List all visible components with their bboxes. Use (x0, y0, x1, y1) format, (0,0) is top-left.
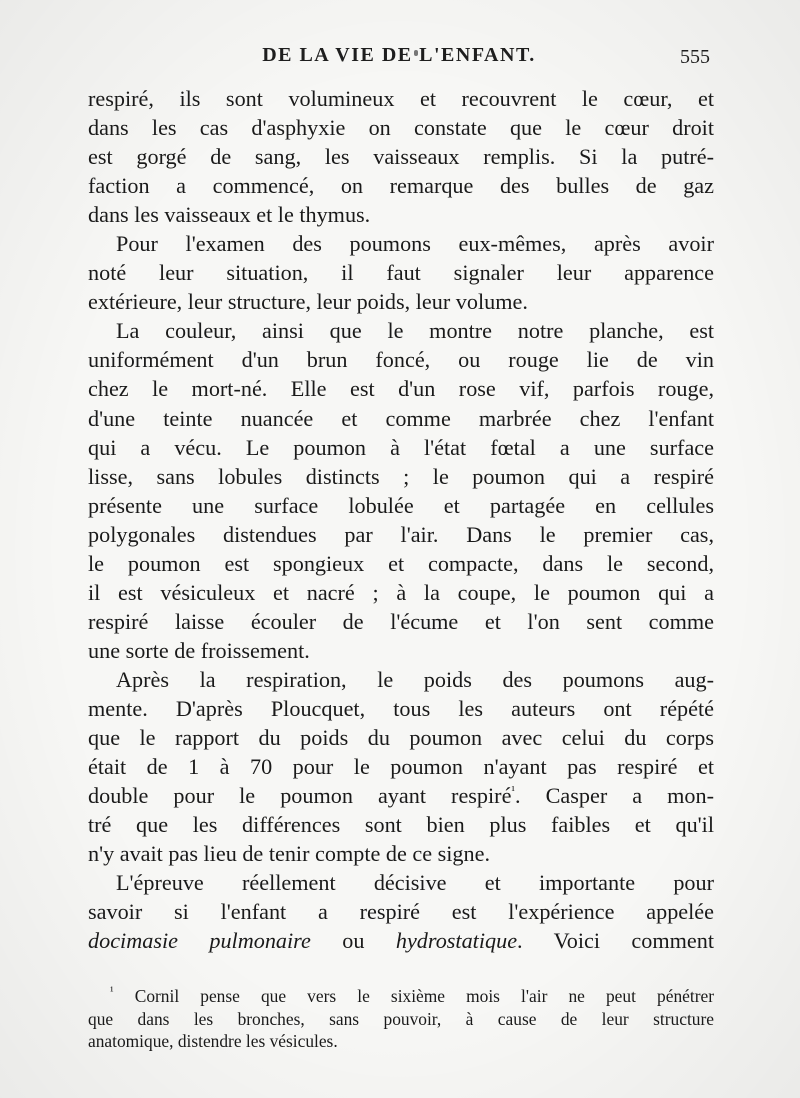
text-line: savoir si l'enfant a respiré est l'expérience appelée (88, 899, 714, 925)
text-segment: ou (310, 928, 396, 954)
text-line: polygonales distendues par l'air. Dans le premier cas, (88, 521, 714, 547)
footnote-line (88, 985, 714, 1008)
text-line: lisse, sans lobules distincts ; le poumon qui a respiré (88, 463, 714, 489)
page-header (88, 40, 710, 74)
footnote-marker: ¹ (110, 984, 114, 999)
running-title: DE LA VIE DE L'ENFANT. (262, 44, 536, 66)
text-line: Pour l'examen des poumons eux-mêmes, après avoir (116, 231, 714, 257)
text-segment: double pour le poumon ayant respiré (88, 783, 512, 809)
text-line: une sorte de froissement. (88, 637, 310, 663)
paragraph (88, 316, 714, 665)
text-line: il est vésiculeux et nacré ; à la coupe, le poumon qui a (88, 579, 714, 605)
page-number: 555 (680, 46, 710, 68)
italic-term: docimasie pulmonaire (88, 928, 311, 954)
text-segment: . Voici comment (517, 928, 714, 954)
footnote-reference: ¹ (511, 783, 516, 798)
text-line: L'épreuve réellement décisive et importante pour (116, 870, 714, 896)
text-line: dans les vaisseaux et le thymus. (88, 202, 371, 228)
footnote-line: anatomique, distendre les vésicules. (88, 1031, 338, 1052)
text-line: respiré laisse écouler de l'écume et l'on sent comme (88, 608, 714, 634)
text-line: qui a vécu. Le poumon à l'état fœtal a une surface (88, 434, 714, 460)
text-segment: Cornil pense que vers le sixième mois l'air ne peut pénétrer (134, 986, 714, 1006)
text-line: faction a commencé, on remarque des bulles de gaz (88, 173, 714, 199)
text-line: extérieure, leur structure, leur poids, leur volume. (88, 289, 528, 315)
text-line: le poumon est spongieux et compacte, dans le second, (88, 550, 714, 576)
text-line: respiré, ils sont volumineux et recouvrent le cœur, et (88, 86, 714, 111)
text-line (88, 781, 714, 810)
text-line: était de 1 à 70 pour le poumon n'ayant pas respiré et (88, 754, 714, 780)
paragraph (88, 665, 714, 868)
footnote (88, 985, 714, 1053)
text-line: chez le mort-né. Elle est d'un rose vif, parfois rouge, (88, 376, 714, 402)
paragraph (88, 868, 714, 955)
paragraph (88, 229, 714, 316)
italic-term: hydrostatique (395, 928, 518, 954)
text-line: La couleur, ainsi que le montre notre planche, est (116, 318, 714, 344)
text-line: noté leur situation, il faut signaler leur apparence (88, 260, 714, 286)
text-line: que le rapport du poids du poumon avec celui du corps (88, 725, 714, 751)
text-line: mente. D'après Ploucquet, tous les auteurs ont répété (88, 695, 714, 721)
text-line: dans les cas d'asphyxie on constate que le cœur droit (88, 115, 714, 141)
text-line (88, 926, 714, 955)
text-line: présente une surface lobulée et partagée en cellules (88, 492, 714, 518)
text-line: Après la respiration, le poids des poumons aug- (116, 666, 714, 692)
text-line: d'une teinte nuancée et comme marbrée chez l'enfant (88, 405, 714, 431)
text-line: est gorgé de sang, les vaisseaux remplis. Si la putré- (88, 144, 714, 170)
text-line: tré que les différences sont bien plus faibles et qu'il (88, 812, 714, 838)
text-segment: . Casper a mon- (515, 783, 714, 809)
footnote-line: que dans les bronches, sans pouvoir, à cause de leur structure (88, 1008, 714, 1029)
body-text (88, 84, 714, 955)
paragraph (88, 84, 714, 229)
text-line: uniformément d'un brun foncé, ou rouge lie de vin (88, 347, 714, 373)
text-line: n'y avait pas lieu de tenir compte de ce signe. (88, 841, 490, 867)
